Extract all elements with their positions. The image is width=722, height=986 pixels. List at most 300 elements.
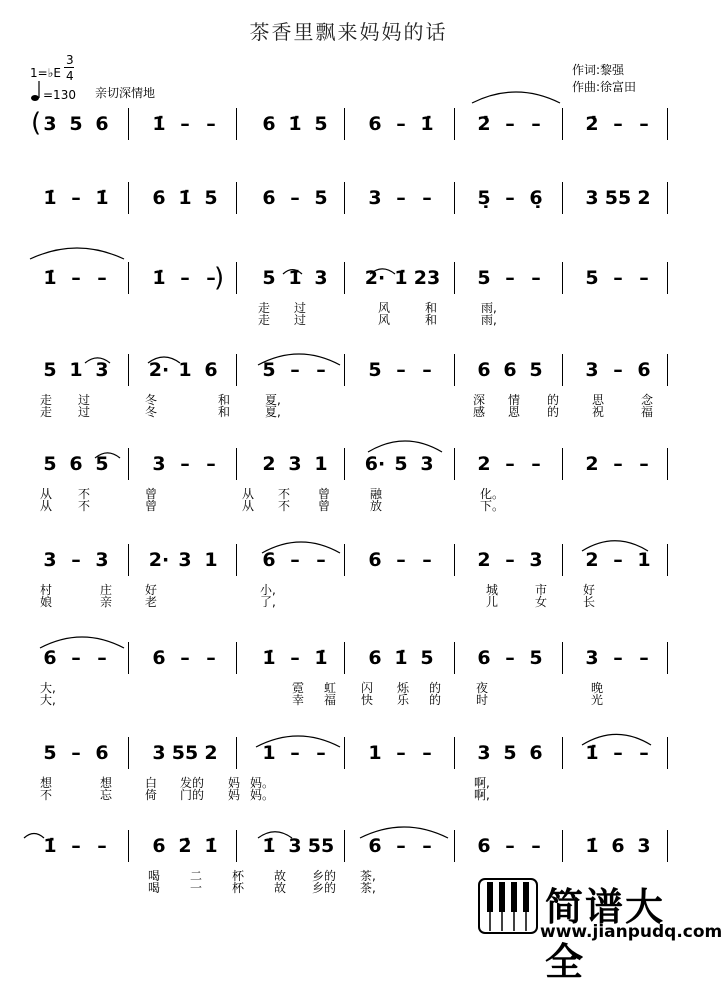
bar-line — [128, 262, 129, 294]
dash: – — [71, 647, 81, 669]
lyric-verse1: 妈。 — [250, 776, 275, 790]
lyric-verse2: 感 — [473, 405, 486, 419]
lyric-verse2: 快 — [361, 693, 374, 707]
lyric-verse1: 不 — [278, 487, 291, 501]
note: 6 — [503, 359, 517, 381]
note: 2 — [585, 549, 599, 571]
lyric-verse1: 想 — [40, 776, 53, 790]
note: 1̇ — [43, 187, 57, 209]
note: 6 — [152, 187, 166, 209]
staff-row — [0, 446, 697, 526]
quarter-note-icon — [30, 80, 42, 102]
lyric-verse1: 和 — [218, 393, 231, 407]
note: 6 — [477, 359, 491, 381]
note: 5 — [262, 267, 276, 289]
note: 5 — [529, 359, 543, 381]
dash: – — [531, 267, 541, 289]
lyric-verse2: 从 — [242, 499, 255, 513]
note: 2 — [204, 742, 218, 764]
bar-line — [344, 830, 345, 862]
dash: – — [396, 113, 406, 135]
piano-logo-icon — [478, 878, 538, 938]
note: 6 — [529, 742, 543, 764]
lyric-verse1: 小, — [260, 583, 276, 597]
note: 6 — [611, 835, 625, 857]
note: 3 — [368, 187, 382, 209]
lyric-verse2: 风 — [378, 313, 391, 327]
dash: – — [639, 453, 649, 475]
time-signature-top: 3 — [66, 53, 74, 67]
lyric-verse2: 福 — [324, 693, 337, 707]
lyric-verse2: 娘 — [40, 595, 53, 609]
note: 3 — [585, 647, 599, 669]
lyric-verse2: 儿 — [486, 595, 499, 609]
dash: – — [396, 549, 406, 571]
lyric-verse1: 化。 — [480, 487, 505, 501]
lyric-verse2: 雨, — [481, 313, 497, 327]
lyric-verse1: 发的 — [180, 776, 205, 790]
note: 2̇ — [178, 835, 192, 857]
lyric-verse1: 从 — [40, 487, 53, 501]
note: 6 — [262, 113, 276, 135]
note: 3 — [477, 742, 491, 764]
dash: – — [613, 453, 623, 475]
lyric-verse1: 城 — [486, 583, 499, 597]
note: 1̇ — [178, 187, 192, 209]
note: 1 — [204, 549, 218, 571]
tempo-marking: =130 — [43, 88, 76, 102]
note: 5̣ — [477, 187, 491, 209]
note: 6 — [43, 647, 57, 669]
bar-line — [667, 182, 668, 214]
lyric-verse1: 大, — [40, 681, 56, 695]
staff-row — [0, 352, 697, 432]
dash: – — [290, 647, 300, 669]
dash: – — [639, 113, 649, 135]
dash: – — [639, 742, 649, 764]
bar-line — [454, 354, 455, 386]
bar-line — [128, 737, 129, 769]
lyric-verse2: 时 — [476, 693, 489, 707]
note: 6 — [637, 359, 651, 381]
note: 2̇ — [585, 113, 599, 135]
lyric-verse1: 过 — [78, 393, 91, 407]
bar-line — [236, 182, 237, 214]
bar-line — [236, 262, 237, 294]
note: 6 — [477, 835, 491, 857]
lyric-verse1: 好 — [583, 583, 596, 597]
note: 6 — [368, 549, 382, 571]
note: 1̇ — [288, 113, 302, 135]
lyric-verse2: 杯 — [232, 881, 245, 895]
lyric-verse1: 念 — [641, 393, 654, 407]
lyric-verse1: 从 — [242, 487, 255, 501]
dash: – — [97, 647, 107, 669]
dash: – — [206, 113, 216, 135]
note: 3 — [288, 453, 302, 475]
note: 5 — [420, 647, 434, 669]
dash: – — [505, 267, 515, 289]
note: 1̇ — [585, 742, 599, 764]
dash: – — [206, 453, 216, 475]
note: 6 — [477, 647, 491, 669]
bar-line — [344, 642, 345, 674]
dash: – — [613, 113, 623, 135]
lyric-verse1: 市 — [535, 583, 548, 597]
lyricist-credit: 作词:黎强 — [572, 63, 625, 77]
bar-line — [344, 182, 345, 214]
note: 6· — [364, 453, 386, 475]
dash: – — [505, 549, 515, 571]
lyric-verse2: 乐 — [397, 693, 410, 707]
lyric-verse1: 夏, — [265, 393, 281, 407]
lyric-verse2: 妈 — [228, 788, 241, 802]
note: 1 — [69, 359, 83, 381]
dash: – — [71, 835, 81, 857]
lyric-verse1: 走 — [40, 393, 53, 407]
bar-line — [344, 737, 345, 769]
bar-line — [667, 108, 668, 140]
lyric-verse1: 过 — [294, 301, 307, 315]
bar-line — [454, 182, 455, 214]
staff-row — [0, 735, 697, 815]
note: 1̇ — [585, 835, 599, 857]
note: 5 — [314, 113, 328, 135]
lyric-verse2: 走 — [258, 313, 271, 327]
note: 2 — [262, 453, 276, 475]
bar-line — [344, 354, 345, 386]
note: 6 — [204, 359, 218, 381]
lyric-verse2: 不 — [78, 499, 91, 513]
note: 1 — [178, 359, 192, 381]
dash: – — [639, 267, 649, 289]
bar-line — [454, 642, 455, 674]
dash: – — [316, 549, 326, 571]
note: 2̇ — [477, 113, 491, 135]
bar-line — [236, 830, 237, 862]
bar-line — [454, 737, 455, 769]
dash: – — [180, 453, 190, 475]
note: 1̇ — [262, 835, 276, 857]
note: 5 — [43, 453, 57, 475]
note: 5 — [394, 453, 408, 475]
bar-line — [562, 642, 563, 674]
dash: – — [71, 187, 81, 209]
dash: – — [71, 742, 81, 764]
note: 6̣ — [529, 187, 543, 209]
note: 55 — [171, 742, 199, 764]
note: 1̇ — [314, 647, 328, 669]
lyric-verse2: 长 — [583, 595, 596, 609]
dash: – — [180, 647, 190, 669]
staff-row — [0, 106, 697, 186]
note: 5 — [95, 453, 109, 475]
lyric-verse1: 啊, — [474, 776, 490, 790]
note: 3 — [152, 453, 166, 475]
note: 6 — [69, 453, 83, 475]
note: 6 — [368, 113, 382, 135]
note: 5 — [204, 187, 218, 209]
expression-marking: 亲切深情地 — [95, 86, 156, 100]
bar-line — [128, 108, 129, 140]
note: 5 — [69, 113, 83, 135]
lyric-verse2: 故 — [274, 881, 287, 895]
lyric-verse2: 和 — [425, 313, 438, 327]
lyric-verse1: 虹 — [324, 681, 337, 695]
lyric-verse1: 和 — [425, 301, 438, 315]
note: 23 — [413, 267, 441, 289]
lyric-verse2: 乡的 — [312, 881, 337, 895]
note: 1̇ — [204, 835, 218, 857]
bar-line — [128, 830, 129, 862]
lyric-verse2: 放 — [370, 499, 383, 513]
staff-row — [0, 180, 697, 260]
lyric-verse1: 雨, — [481, 301, 497, 315]
bar-line — [344, 544, 345, 576]
bar-line — [562, 354, 563, 386]
note: 3 — [178, 549, 192, 571]
note: 6 — [152, 647, 166, 669]
bar-line — [454, 448, 455, 480]
note: 3 — [314, 267, 328, 289]
lyric-verse2: 不 — [278, 499, 291, 513]
dash: – — [422, 742, 432, 764]
note: 5 — [43, 742, 57, 764]
note: 5 — [477, 267, 491, 289]
bar-line — [236, 544, 237, 576]
note: 1̇ — [95, 187, 109, 209]
lyric-verse1: 好 — [145, 583, 158, 597]
lyric-verse1: 的 — [429, 681, 442, 695]
note: 3 — [420, 453, 434, 475]
note: 1̇ — [152, 267, 166, 289]
bar-line — [667, 544, 668, 576]
note: 2· — [148, 549, 170, 571]
lyric-verse2: 祝 — [592, 405, 605, 419]
dash: – — [613, 359, 623, 381]
note: 1 — [637, 549, 651, 571]
bar-line — [454, 262, 455, 294]
dash: – — [396, 359, 406, 381]
dash: – — [505, 113, 515, 135]
time-signature-bottom: 4 — [66, 69, 74, 83]
lyric-verse2: 曾 — [145, 499, 158, 513]
lyric-verse2: 恩 — [508, 405, 521, 419]
lyric-verse2: 一 — [190, 881, 203, 895]
lyric-verse1: 曾 — [145, 487, 158, 501]
lyric-verse2: 喝 — [148, 881, 161, 895]
dash: – — [422, 187, 432, 209]
staff-row — [0, 640, 697, 720]
bar-line — [236, 737, 237, 769]
bar-line — [667, 830, 668, 862]
note: 6 — [95, 113, 109, 135]
note: 2 — [477, 453, 491, 475]
lyric-verse2: 福 — [641, 405, 654, 419]
bar-line — [236, 354, 237, 386]
lyric-verse1: 情 — [508, 393, 521, 407]
note: 2 — [637, 187, 651, 209]
note: 2 — [477, 549, 491, 571]
bar-line — [667, 354, 668, 386]
bar-line — [562, 182, 563, 214]
lyric-verse1: 夜 — [476, 681, 489, 695]
note: 6 — [368, 835, 382, 857]
dash: – — [613, 647, 623, 669]
note: 3 — [95, 359, 109, 381]
note: 1̇ — [152, 113, 166, 135]
lyric-verse1: 的 — [547, 393, 560, 407]
note: 2· — [364, 267, 386, 289]
lyric-verse2: 冬 — [145, 405, 158, 419]
note: 5 — [585, 267, 599, 289]
note: 6 — [262, 187, 276, 209]
lyric-verse1: 喝 — [148, 869, 161, 883]
watermark-name: 简谱大全 — [545, 885, 666, 984]
dash: – — [206, 647, 216, 669]
lyric-verse1: 霓 — [292, 681, 305, 695]
dash: – — [97, 835, 107, 857]
note: 1̇ — [262, 647, 276, 669]
song-title: 茶香里飘来妈妈的话 — [249, 20, 448, 44]
note: 1̇ — [288, 267, 302, 289]
note: 2 — [585, 453, 599, 475]
dash: – — [396, 742, 406, 764]
lyric-verse1: 深 — [473, 393, 486, 407]
dash: – — [290, 187, 300, 209]
composer-credit: 作曲:徐富田 — [572, 80, 637, 94]
lyric-verse2: 女 — [535, 595, 548, 609]
lyric-verse1: 不 — [78, 487, 91, 501]
dash: – — [505, 187, 515, 209]
note: 1̇ — [394, 267, 408, 289]
bar-line — [667, 448, 668, 480]
staff-row — [0, 542, 697, 622]
note: 55 — [307, 835, 335, 857]
lyric-verse1: 冬 — [145, 393, 158, 407]
lyric-verse1: 闪 — [361, 681, 374, 695]
lyric-verse2: 幸 — [292, 693, 305, 707]
lyric-verse2: 的 — [429, 693, 442, 707]
lyric-verse2: 了, — [260, 595, 276, 609]
note: 3 — [95, 549, 109, 571]
note: 1 — [368, 742, 382, 764]
dash: – — [505, 835, 515, 857]
bar-line — [562, 544, 563, 576]
dash: – — [206, 267, 216, 289]
lyric-verse2: 不 — [40, 788, 53, 802]
slur — [472, 92, 560, 103]
note: 3 — [288, 835, 302, 857]
bar-line — [128, 448, 129, 480]
dash: – — [97, 267, 107, 289]
dash: – — [290, 359, 300, 381]
lyric-verse2: 过 — [294, 313, 307, 327]
dash: – — [71, 549, 81, 571]
note: 1 — [314, 453, 328, 475]
lyric-verse2: 啊, — [474, 788, 490, 802]
dash: – — [613, 742, 623, 764]
key-signature: 1=♭E — [30, 66, 61, 80]
lyric-verse2: 和 — [218, 405, 231, 419]
note: 1̇ — [420, 113, 434, 135]
note: 1̇ — [394, 647, 408, 669]
lyric-verse2: 老 — [145, 595, 158, 609]
lyric-verse2: 茶, — [360, 881, 376, 895]
dash: – — [531, 453, 541, 475]
lyric-verse1: 庄 — [100, 583, 113, 597]
lyric-verse2: 从 — [40, 499, 53, 513]
lyric-verse2: 夏, — [265, 405, 281, 419]
dash: – — [396, 835, 406, 857]
note: 5 — [43, 359, 57, 381]
note: 5 — [314, 187, 328, 209]
note: 3 — [43, 549, 57, 571]
note: 3 — [585, 187, 599, 209]
lyric-verse1: 故 — [274, 869, 287, 883]
lyric-verse1: 烁 — [397, 681, 410, 695]
lyric-verse2: 亲 — [100, 595, 113, 609]
bar-line — [667, 262, 668, 294]
bar-line — [128, 182, 129, 214]
dash: – — [639, 647, 649, 669]
lyric-verse1: 杯 — [232, 869, 245, 883]
bar-line — [236, 642, 237, 674]
lyric-verse1: 晚 — [591, 681, 604, 695]
note: 5 — [262, 359, 276, 381]
lyric-verse2: 门的 — [180, 788, 205, 802]
repeat-bracket: ( — [31, 108, 42, 138]
bar-line — [344, 448, 345, 480]
bar-line — [344, 262, 345, 294]
dash: – — [396, 187, 406, 209]
dash: – — [531, 113, 541, 135]
bar-line — [562, 448, 563, 480]
lyric-verse2: 曾 — [318, 499, 331, 513]
lyric-verse2: 的 — [547, 405, 560, 419]
dash: – — [505, 453, 515, 475]
bar-line — [562, 108, 563, 140]
note: 3 — [43, 113, 57, 135]
bar-line — [562, 830, 563, 862]
note: 6 — [95, 742, 109, 764]
note: 2· — [148, 359, 170, 381]
lyric-verse2: 倚 — [145, 788, 158, 802]
note: 55 — [604, 187, 632, 209]
bar-line — [128, 642, 129, 674]
bar-line — [128, 544, 129, 576]
bar-line — [236, 448, 237, 480]
dash: – — [180, 267, 190, 289]
bar-line — [128, 354, 129, 386]
dash: – — [290, 549, 300, 571]
note: 3 — [529, 549, 543, 571]
staff-row — [0, 260, 697, 340]
lyric-verse2: 下。 — [480, 499, 505, 513]
lyric-verse1: 想 — [100, 776, 113, 790]
dash: – — [422, 359, 432, 381]
bar-line — [454, 544, 455, 576]
bar-line — [562, 737, 563, 769]
dash: – — [422, 549, 432, 571]
lyric-verse2: 大, — [40, 693, 56, 707]
note: 5 — [529, 647, 543, 669]
note: 3 — [152, 742, 166, 764]
lyric-verse1: 曾 — [318, 487, 331, 501]
note: 5 — [368, 359, 382, 381]
bar-line — [236, 108, 237, 140]
dash: – — [613, 549, 623, 571]
